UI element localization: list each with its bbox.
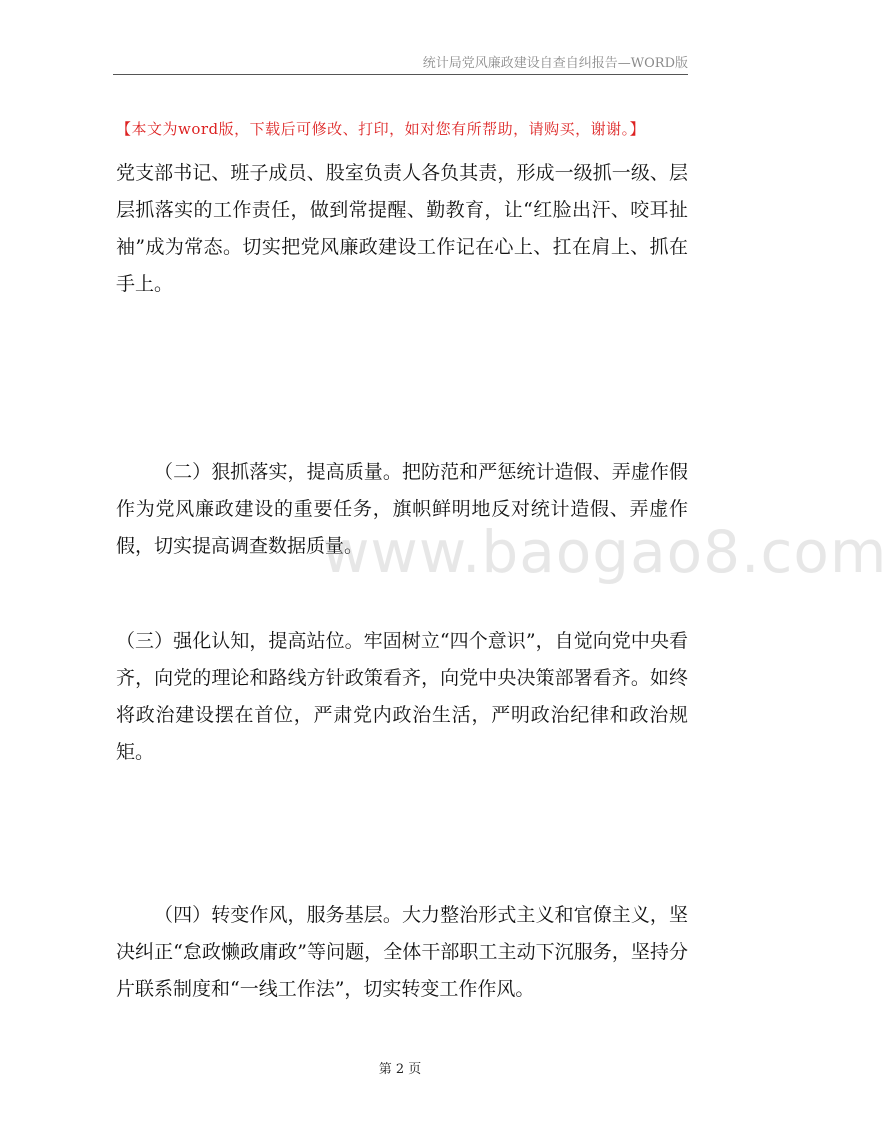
download-notice: 【本文为word版，下载后可修改、打印，如对您有所帮助，请购买，谢谢。】 <box>116 120 646 138</box>
watermark-text: www.baogao8.com <box>322 518 887 586</box>
page-number: 第 2 页 <box>378 1062 422 1077</box>
header-divider <box>113 74 688 75</box>
paragraph-4: （四）转变作风，服务基层。大力整治形式主义和官僚主义，坚决纠正“怠政懒政庸政”等问题，全体干部职工主动下沉服务，坚持分片联系制度和“一线工作法”，切实转变工作作风。 <box>116 904 688 1000</box>
paragraph-1: 党支部书记、班子成员、股室负责人各负其责，形成一级抓一级、层层抓落实的工作责任，做到常提醒、勤教育，让“红脸出汗、咬耳扯袖”成为常态。切实把党风廉政建设工作记在心上、扛在肩上、抓在手上。 <box>116 162 688 295</box>
paragraph-3: （三）强化认知，提高站位。牢固树立“四个意识”，自觉向党中央看齐，向党的理论和路线方针政策看齐，向党中央决策部署看齐。如终将政治建设摆在首位，严肃党内政治生活，严明政治纪律和政治规矩。 <box>116 630 688 763</box>
page-header-title: 统计局党风廉政建设自查自纠报告—WORD版 <box>422 56 688 71</box>
paragraph-2: （二）狠抓落实，提高质量。把防范和严惩统计造假、弄虚作假作为党风廉政建设的重要任务，旗帜鲜明地反对统计造假、弄虚作假，切实提高调查数据质量。 <box>116 461 688 557</box>
